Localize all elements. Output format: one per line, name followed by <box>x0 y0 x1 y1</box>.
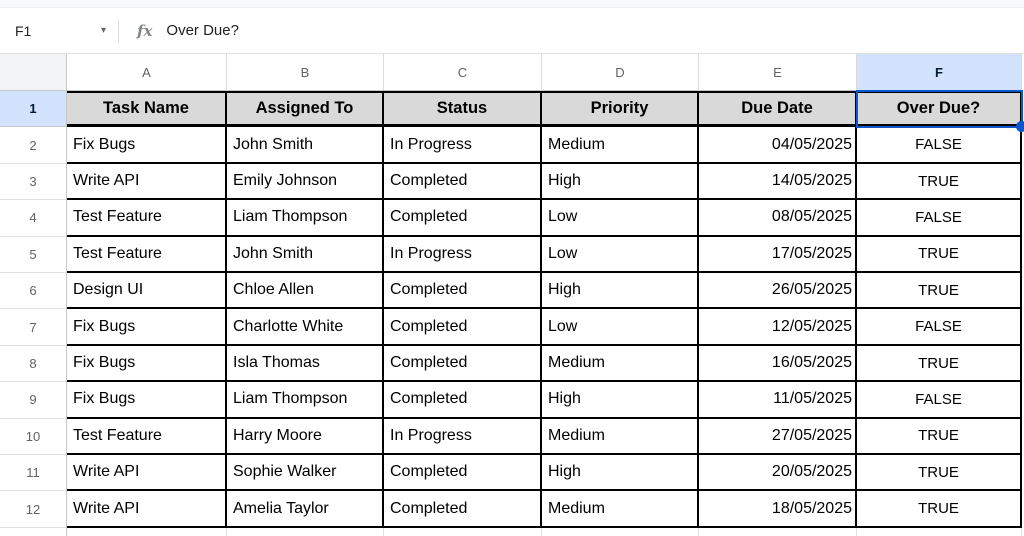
sheet-row-3 <box>0 164 1024 200</box>
select-all-corner[interactable] <box>0 54 67 91</box>
cell-C10[interactable]: In Progress <box>384 419 542 455</box>
cell-D2[interactable]: Medium <box>542 127 699 163</box>
cell-F9[interactable]: FALSE <box>857 382 1022 418</box>
cell-B5[interactable]: John Smith <box>227 237 384 273</box>
cell-D12[interactable]: Medium <box>542 491 699 527</box>
sheet-row-2 <box>0 127 1024 163</box>
empty-row-13 <box>0 528 1024 536</box>
cell-E6[interactable]: 26/05/2025 <box>699 273 857 309</box>
cell-D11[interactable]: High <box>542 455 699 491</box>
cell-A9[interactable]: Fix Bugs <box>67 382 227 418</box>
cell-B6[interactable]: Chloe Allen <box>227 273 384 309</box>
cell-B1[interactable]: Assigned To <box>227 91 384 127</box>
row-header-4[interactable]: 4 <box>0 200 67 236</box>
cell-B4[interactable]: Liam Thompson <box>227 200 384 236</box>
row-header-8[interactable]: 8 <box>0 346 67 382</box>
row-header-9[interactable]: 9 <box>0 382 67 418</box>
cell-A12[interactable]: Write API <box>67 491 227 527</box>
cell-D3[interactable]: High <box>542 164 699 200</box>
sheet-row-1 <box>0 91 1024 127</box>
row-header-2[interactable]: 2 <box>0 127 67 163</box>
column-header-B[interactable]: B <box>227 54 384 91</box>
sheet-row-8 <box>0 346 1024 382</box>
cell-C13[interactable] <box>384 528 542 536</box>
fill-handle[interactable] <box>1016 121 1024 132</box>
cell-C11[interactable]: Completed <box>384 455 542 491</box>
cell-F12[interactable]: TRUE <box>857 491 1022 527</box>
cell-A4[interactable]: Test Feature <box>67 200 227 236</box>
cell-D9[interactable]: High <box>542 382 699 418</box>
row-header-5[interactable]: 5 <box>0 237 67 273</box>
column-header-C[interactable]: C <box>384 54 542 91</box>
cell-D7[interactable]: Low <box>542 309 699 345</box>
sheet-row-7 <box>0 309 1024 345</box>
cell-B8[interactable]: Isla Thomas <box>227 346 384 382</box>
row-header-10[interactable]: 10 <box>0 419 67 455</box>
cell-C4[interactable]: Completed <box>384 200 542 236</box>
cell-B3[interactable]: Emily Johnson <box>227 164 384 200</box>
cell-E3[interactable]: 14/05/2025 <box>699 164 857 200</box>
cell-E11[interactable]: 20/05/2025 <box>699 455 857 491</box>
cell-C1[interactable]: Status <box>384 91 542 127</box>
cell-E7[interactable]: 12/05/2025 <box>699 309 857 345</box>
row-header-12[interactable]: 12 <box>0 491 67 527</box>
cell-C6[interactable]: Completed <box>384 273 542 309</box>
sheet-row-4 <box>0 200 1024 236</box>
cell-B13[interactable] <box>227 528 384 536</box>
sheet-row-11 <box>0 455 1024 491</box>
cell-F1[interactable]: Over Due? <box>857 91 1022 127</box>
cell-E10[interactable]: 27/05/2025 <box>699 419 857 455</box>
cell-D6[interactable]: High <box>542 273 699 309</box>
row-header-6[interactable]: 6 <box>0 273 67 309</box>
sheet-row-10 <box>0 419 1024 455</box>
cell-E1[interactable]: Due Date <box>699 91 857 127</box>
sheet-row-5 <box>0 237 1024 273</box>
cell-E9[interactable]: 11/05/2025 <box>699 382 857 418</box>
column-header-E[interactable]: E <box>699 54 857 91</box>
cell-A8[interactable]: Fix Bugs <box>67 346 227 382</box>
cell-F3[interactable]: TRUE <box>857 164 1022 200</box>
cell-C8[interactable]: Completed <box>384 346 542 382</box>
cell-F13[interactable] <box>857 528 1022 536</box>
cell-reference: F1 <box>15 22 32 39</box>
cell-E4[interactable]: 08/05/2025 <box>699 200 857 236</box>
cell-E8[interactable]: 16/05/2025 <box>699 346 857 382</box>
cell-C12[interactable]: Completed <box>384 491 542 527</box>
cell-A2[interactable]: Fix Bugs <box>67 127 227 163</box>
column-header-F[interactable]: F <box>857 54 1022 91</box>
formula-input[interactable]: Over Due? <box>166 22 239 39</box>
cell-C7[interactable]: Completed <box>384 309 542 345</box>
cell-C3[interactable]: Completed <box>384 164 542 200</box>
cell-F10[interactable]: TRUE <box>857 419 1022 455</box>
cell-C2[interactable]: In Progress <box>384 127 542 163</box>
sheet-row-6 <box>0 273 1024 309</box>
formula-bar-divider <box>118 20 119 42</box>
name-box-dropdown-icon[interactable]: ▾ <box>100 25 106 36</box>
row-header-13[interactable] <box>0 528 67 536</box>
cell-F5[interactable]: TRUE <box>857 237 1022 273</box>
cell-E2[interactable]: 04/05/2025 <box>699 127 857 163</box>
cell-B7[interactable]: Charlotte White <box>227 309 384 345</box>
toolbar-edge <box>0 0 1024 8</box>
cell-F7[interactable]: FALSE <box>857 309 1022 345</box>
cell-A6[interactable]: Design UI <box>67 273 227 309</box>
sheet-row-9 <box>0 382 1024 418</box>
cell-F2[interactable]: FALSE <box>857 127 1022 163</box>
cell-D8[interactable]: Medium <box>542 346 699 382</box>
cell-B10[interactable]: Harry Moore <box>227 419 384 455</box>
fx-icon: fx <box>137 21 153 40</box>
grid-rows <box>0 91 1024 528</box>
row-header-1[interactable]: 1 <box>0 91 67 127</box>
cell-D13[interactable] <box>542 528 699 536</box>
column-header-D[interactable]: D <box>542 54 699 91</box>
cell-C9[interactable]: Completed <box>384 382 542 418</box>
cell-A11[interactable]: Write API <box>67 455 227 491</box>
cell-D1[interactable]: Priority <box>542 91 699 127</box>
column-headers <box>0 54 1024 91</box>
cell-E5[interactable]: 17/05/2025 <box>699 237 857 273</box>
cell-A1[interactable]: Task Name <box>67 91 227 127</box>
formula-bar <box>0 8 1024 54</box>
cell-B9[interactable]: Liam Thompson <box>227 382 384 418</box>
cell-F11[interactable]: TRUE <box>857 455 1022 491</box>
cell-D4[interactable]: Low <box>542 200 699 236</box>
cell-A5[interactable]: Test Feature <box>67 237 227 273</box>
cell-C5[interactable]: In Progress <box>384 237 542 273</box>
sheet-row-12 <box>0 491 1024 527</box>
cell-E13[interactable] <box>699 528 857 536</box>
column-header-A[interactable]: A <box>67 54 227 91</box>
cell-F4[interactable]: FALSE <box>857 200 1022 236</box>
cell-E12[interactable]: 18/05/2025 <box>699 491 857 527</box>
cell-B2[interactable]: John Smith <box>227 127 384 163</box>
name-box[interactable] <box>0 8 118 53</box>
cell-F8[interactable]: TRUE <box>857 346 1022 382</box>
row-header-11[interactable]: 11 <box>0 455 67 491</box>
cell-D10[interactable]: Medium <box>542 419 699 455</box>
cell-F6[interactable]: TRUE <box>857 273 1022 309</box>
cell-D5[interactable]: Low <box>542 237 699 273</box>
cell-A10[interactable]: Test Feature <box>67 419 227 455</box>
cell-B11[interactable]: Sophie Walker <box>227 455 384 491</box>
cell-A3[interactable]: Write API <box>67 164 227 200</box>
cell-A13[interactable] <box>67 528 227 536</box>
cell-B12[interactable]: Amelia Taylor <box>227 491 384 527</box>
row-header-7[interactable]: 7 <box>0 309 67 345</box>
cell-A7[interactable]: Fix Bugs <box>67 309 227 345</box>
row-header-3[interactable]: 3 <box>0 164 67 200</box>
sheet-grid <box>0 54 1024 535</box>
